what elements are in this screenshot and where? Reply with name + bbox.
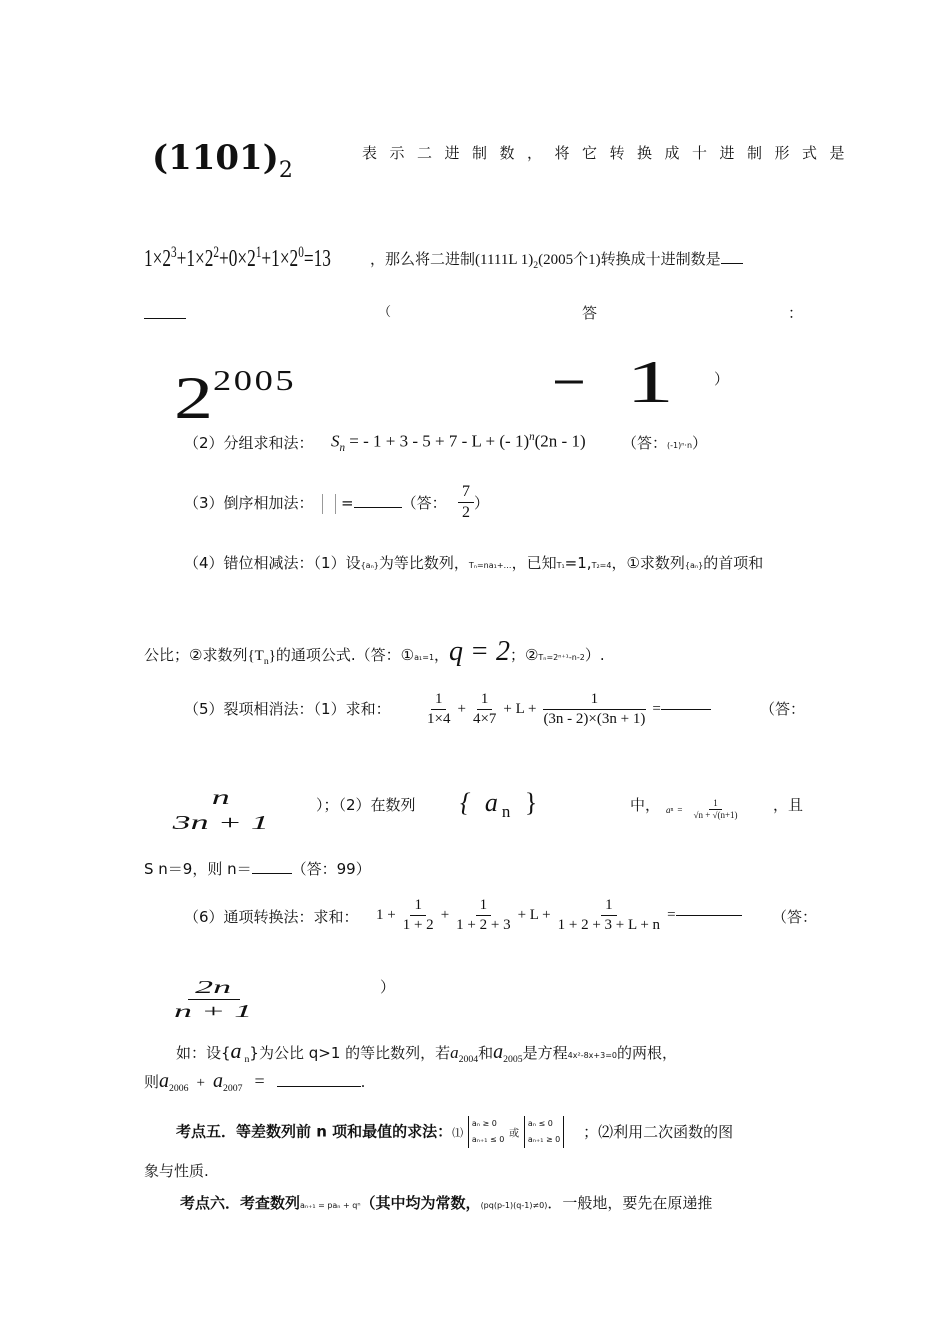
answer-label: 答 <box>582 304 598 322</box>
answer-blank[interactable] <box>354 507 402 508</box>
answer-colon: ： <box>788 304 804 322</box>
item6b-close: ） <box>380 978 396 996</box>
tiny-formula: Tₙ=2ⁿ⁺¹-n-2 <box>538 653 585 662</box>
blank-line[interactable] <box>144 318 186 319</box>
item6-ans: （答： <box>772 908 818 926</box>
item6-answer-fraction: $\frac{2n}{n + 1}$ <box>174 977 253 1021</box>
binary-number <box>152 138 293 183</box>
binary-digits: (1101) <box>152 138 279 178</box>
item3-tiny-formula <box>322 494 336 514</box>
answer-blank[interactable] <box>277 1086 361 1087</box>
item5b-t2: 中， <box>630 796 661 814</box>
big-one: 1 <box>626 349 674 415</box>
line2-text: ，那么将二进制(1111L $1)_2(2005$个1)转换成十进制数是 <box>370 248 743 271</box>
answer-open-paren: （ <box>378 305 392 320</box>
tiny-formula: Tₙ=na₁+… <box>468 561 512 570</box>
item3-close: ） <box>474 494 490 512</box>
answer-blank[interactable] <box>252 873 292 874</box>
item2-formula: $S_n$ = - 1 + 3 - 5 + 7 - L + (- 1)$^n$(2n - 1) <box>331 431 586 455</box>
point5-title: 考点五．等差数列前 n 项和最值的求法： <box>176 1122 453 1141</box>
item5-answer-fraction: n 3n + 1 <box>172 787 269 834</box>
example-line2: 则$a_{2006} + a_{2007}$ = . <box>144 1070 366 1094</box>
item3-eq: = （答： <box>341 494 447 512</box>
item5c-line: S n＝9，则 n＝ （答：99） <box>144 860 371 878</box>
example-line1: 如：设$\{a_n\}$为公比 q>1 的等比数列，若$a_{2004}$和$a_{2005}$是方程4x²-8x+3=0的两根， <box>176 1038 678 1065</box>
item5b-seq: { $a_n$ } <box>460 788 542 822</box>
binary-base: 2 <box>278 158 293 183</box>
item5-label: （5）裂项相消法：（1）求和： <box>184 700 391 718</box>
decimal-expansion: $1\times 2^3+1\times 2^2+0\times 2^1+1\times 2^0=13$ <box>144 244 331 272</box>
item5-sum: $\frac{1}{1\times 4}$ + $\frac{1}{4\times 7}$ + L + $\frac{1}{(3n - 2)\times(3n + 1)}$ = <box>420 690 711 729</box>
item4b-line: 公比；②求数列$\{T_n\}$的通项公式.（答：①a₁=1，q = 2；②Tₙ=2ⁿ⁺¹-n-2）. <box>144 636 605 667</box>
answer-blank[interactable] <box>661 709 711 710</box>
item5b-t3: ，且 <box>773 796 804 814</box>
item5b-t1: ）；（2）在数列 <box>316 796 416 814</box>
item6-label: （6）通项转换法：求和： <box>184 908 359 926</box>
item6-sum: 1 + $\frac{1}{1 + 2}$ + $\frac{1}{1 + 2 + 3}$ + L + $\frac{1}{1 + 2 + 3 + L + n}$ = <box>376 896 742 935</box>
point5-line2: 象与性质. <box>144 1162 209 1180</box>
point6-line: 考点六．考查数列aₙ₊₁ = paₙ + qⁿ（其中均为常数，(pq(p-1)(q-1)≠0)．一般地，要先在原递推 <box>180 1194 713 1212</box>
tiny-formula: T₂=4 <box>591 561 612 570</box>
item2-answer: （答：(-1)ⁿ·n） <box>622 434 708 452</box>
answer-blank[interactable] <box>676 915 742 916</box>
line1-text: 表示二进制数，将它转换成十进制形式是 <box>362 144 858 162</box>
item4-line: （4）错位相减法：（1）设{aₙ}为等比数列，Tₙ=na₁+…，已知T₁=1,T₂=4，①求数列{aₙ}的首项和 <box>184 554 764 572</box>
item3-fraction: $\frac{7}{2}$ <box>455 482 477 523</box>
item2-label: （2）分组求和法： <box>184 434 314 452</box>
big-minus: − <box>552 349 586 415</box>
answer-blank[interactable] <box>721 263 743 264</box>
tiny-formula: {aₙ} <box>684 561 704 570</box>
item5-ans: （答： <box>760 700 806 718</box>
tiny-formula: a₁=1 <box>414 653 435 662</box>
item3-label: （3）倒序相加法： <box>184 494 314 512</box>
close-paren: ） <box>714 370 730 388</box>
big-answer: $2^{2005}$ <box>174 365 297 431</box>
system-2: aₙ ≤ 0 aₙ₊₁ ≥ 0 <box>524 1116 564 1148</box>
system-1: aₙ ≥ 0 aₙ₊₁ ≤ 0 <box>468 1116 504 1148</box>
point5-line: 考点五．等差数列前 n 项和最值的求法：⑴ aₙ ≥ 0 aₙ₊₁ ≤ 0 或 aₙ ≤ 0 aₙ₊₁ ≥ 0 ；⑵利用二次函数的图 <box>176 1116 733 1148</box>
tiny-formula: {aₙ} <box>360 561 379 570</box>
tiny-formula: T₁ <box>556 561 565 570</box>
item5b-an: a n = $\frac{1}{√n + √(n+1)}$ <box>666 798 738 821</box>
